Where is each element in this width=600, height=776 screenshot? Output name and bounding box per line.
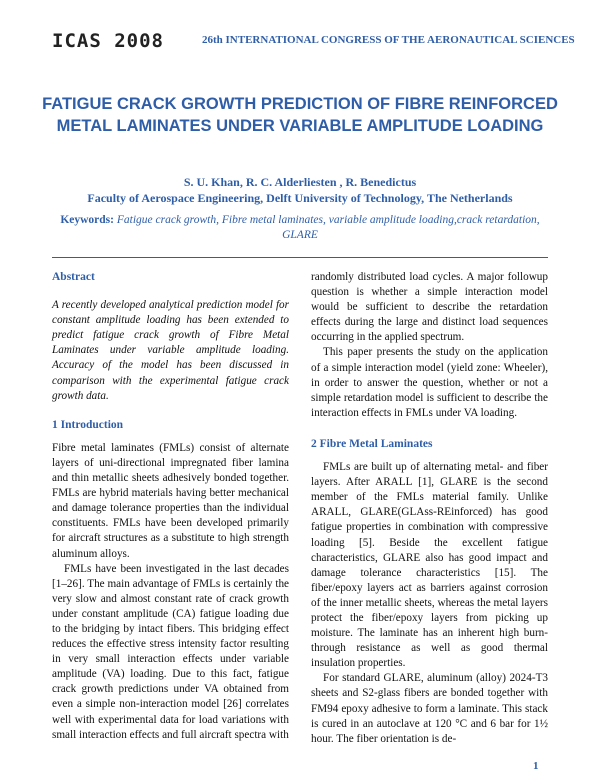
introduction-heading: 1 Introduction: [52, 418, 124, 431]
section2-paragraph-2: For standard GLARE, aluminum (alloy) 2024-T3 sheets and S2-glass fibers are bonded together with FM94 epoxy adhesive to form a laminate. This stack is cured in an autoclave at 120 °C and 6 bar for 1½ hour. The fiber orientation is de-: [311, 672, 548, 745]
paper-title: FATIGUE CRACK GROWTH PREDICTION OF FIBRE REINFORCED METAL LAMINATES UNDER VARIABLE AMPLITUDE LOADING: [42, 95, 558, 135]
conference-logo: ICAS 2008: [52, 30, 164, 52]
title-rule: [52, 257, 548, 258]
congress-name: 26th INTERNATIONAL CONGRESS OF THE AERONAUTICAL SCIENCES: [202, 34, 575, 46]
section2-paragraph-1: FMLs are built up of alternating metal- and fiber layers. After ARALL [1], GLARE is the second member of the FMLs material family. Unlike ARALL, GLARE(GLAss-REinforced) has good fatigue properties in combination with compressive loading [5]. Beside the excellent fatigue characteristics, GLARE also has good impact and damage tolerance characteristics [15]. The fiber/epoxy layers act as barriers against corrosion of the inner metallic sheets, whereas the metal layers protect the fiber/epoxy layers from picking up moisture. The laminate has an inherent high burn-through resistance as well as good thermal insulation properties.: [311, 461, 548, 670]
left-column: [52, 270, 289, 743]
intro-paragraph-2: FMLs have been investigated in the last decades [1–26]. The main advantage of FMLs is certainly the very slow and almost constant rate of crack growth under constant amplitude (CA) fatigue loading due to the bridging by intact fibers. This bridging effect reduces the effective stress intensity factor resulting in very small interaction effects under variable amplitude (VA) loading. Due to this fact, fatigue crack growth predictions under VA obtained from even a simple non-interaction model [26] correlates well with experimental data for load variations with small interaction effects and full aircraft spectra with: [52, 562, 289, 741]
keywords-label: Keywords:: [60, 214, 114, 226]
authors: S. U. Khan, R. C. Alderliesten , R. Benedictus: [183, 175, 417, 189]
abstract-heading: Abstract: [52, 271, 95, 283]
right-paragraph-2: This paper presents the study on the application of a simple interaction model (yield zone: Wheeler), in order to answer the question, whether or not a simple retardation model is sufficient to describe the interaction effects in FMLs under VA loading.: [311, 346, 548, 419]
intro-paragraph-1: Fibre metal laminates (FMLs) consist of alternate layers of uni-directional impregnated fiber lamina and thin metallic sheets adhesively bonded together. FMLs are hybrid materials having better mechanical and damage tolerance properties than the individual constituents. FMLs have been developed primarily for aircraft structures as a substitute to high strength aluminum alloys.: [52, 441, 289, 560]
keywords: [60, 213, 540, 243]
affiliation: Faculty of Aerospace Engineering, Delft University of Technology, The Netherlands: [87, 191, 513, 205]
right-paragraph-1: randomly distributed load cycles. A major followup question is whether a simple interaction model would be sufficient to describe the retardation effects during the large and distinct load sequences occurring in the applied spectrum.: [311, 271, 548, 344]
section2-heading: 2 Fibre Metal Laminates: [311, 437, 433, 450]
abstract-text: A recently developed analytical prediction model for constant amplitude loading has been extended to predict fatigue crack growth of Fibre Metal Laminates under variable amplitude loading. Accuracy of the model has been discussed in comparison with the experimental fatigue crack growth data.: [52, 299, 289, 402]
page-number: 1: [533, 760, 539, 772]
page-header: [52, 30, 575, 52]
right-column: [311, 270, 548, 747]
keywords-value: Fatigue crack growth, Fibre metal laminates, variable amplitude loading,crack retardation, GLARE: [116, 214, 540, 241]
